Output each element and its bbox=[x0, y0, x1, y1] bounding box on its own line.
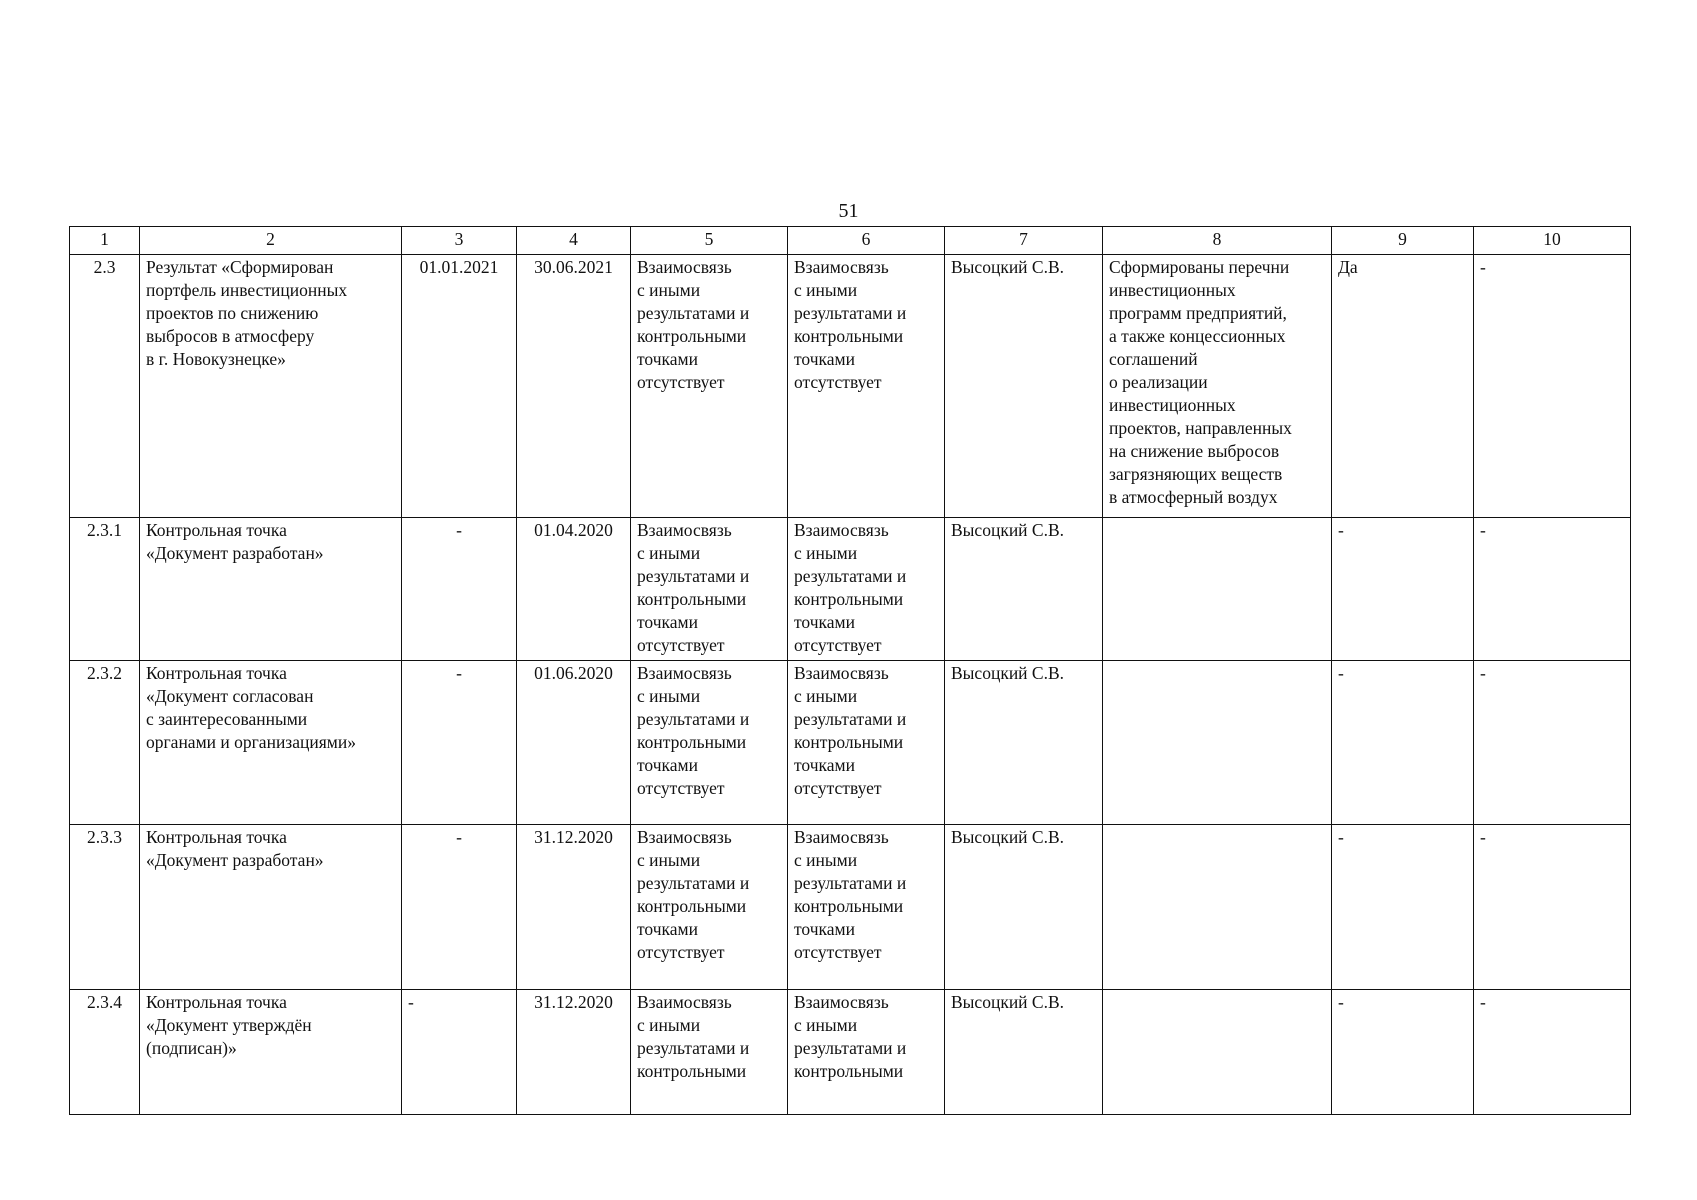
page-number: 51 bbox=[838, 200, 859, 222]
link-prev-cell: Взаимосвязь с иными результатами и контрольными точками отсутствует bbox=[631, 825, 788, 990]
link-next-cell: Взаимосвязь с иными результатами и контрольными bbox=[788, 990, 945, 1115]
responsible-cell: Высоцкий С.В. bbox=[945, 518, 1103, 661]
responsible-cell: Высоцкий С.В. bbox=[945, 255, 1103, 518]
col10-cell: - bbox=[1474, 661, 1631, 825]
table-row bbox=[70, 255, 1631, 518]
table-row bbox=[70, 825, 1631, 990]
row-name-cell: Результат «Сформирован портфель инвестиционных проектов по снижению выбросов в атмосферу в г. Новокузнецке» bbox=[140, 255, 402, 518]
end-date-cell: 31.12.2020 bbox=[517, 825, 631, 990]
row-number-cell: 2.3.2 bbox=[70, 661, 140, 825]
responsible-cell: Высоцкий С.В. bbox=[945, 661, 1103, 825]
column-header: 5 bbox=[631, 227, 788, 255]
responsible-cell: Высоцкий С.В. bbox=[945, 990, 1103, 1115]
link-next-cell: Взаимосвязь с иными результатами и контрольными точками отсутствует bbox=[788, 518, 945, 661]
col9-cell: - bbox=[1332, 990, 1474, 1115]
result-type-cell bbox=[1103, 661, 1332, 825]
row-name-cell: Контрольная точка «Документ утверждён (подписан)» bbox=[140, 990, 402, 1115]
result-type-cell: Сформированы перечни инвестиционных программ предприятий, а также концессионных соглашений о реализации инвестиционных проектов, направленных на снижение выбросов загрязняющих веществ в атмосферный воздух bbox=[1103, 255, 1332, 518]
result-type-cell bbox=[1103, 990, 1332, 1115]
col10-cell: - bbox=[1474, 825, 1631, 990]
col9-cell: - bbox=[1332, 518, 1474, 661]
end-date-cell: 01.06.2020 bbox=[517, 661, 631, 825]
project-plan-table bbox=[69, 226, 1631, 1115]
start-date-cell: - bbox=[402, 518, 517, 661]
col10-cell: - bbox=[1474, 990, 1631, 1115]
end-date-cell: 01.04.2020 bbox=[517, 518, 631, 661]
start-date-cell: 01.01.2021 bbox=[402, 255, 517, 518]
result-type-cell bbox=[1103, 825, 1332, 990]
column-header: 4 bbox=[517, 227, 631, 255]
table-row bbox=[70, 990, 1631, 1115]
table-header-row bbox=[70, 227, 1631, 255]
col10-cell: - bbox=[1474, 518, 1631, 661]
column-header: 6 bbox=[788, 227, 945, 255]
table-row bbox=[70, 518, 1631, 661]
link-next-cell: Взаимосвязь с иными результатами и контрольными точками отсутствует bbox=[788, 255, 945, 518]
start-date-cell: - bbox=[402, 825, 517, 990]
column-header: 10 bbox=[1474, 227, 1631, 255]
end-date-cell: 31.12.2020 bbox=[517, 990, 631, 1115]
col10-cell: - bbox=[1474, 255, 1631, 518]
row-name-cell: Контрольная точка «Документ разработан» bbox=[140, 825, 402, 990]
result-type-cell bbox=[1103, 518, 1332, 661]
row-number-cell: 2.3.4 bbox=[70, 990, 140, 1115]
link-next-cell: Взаимосвязь с иными результатами и контрольными точками отсутствует bbox=[788, 825, 945, 990]
start-date-cell: - bbox=[402, 661, 517, 825]
row-name-cell: Контрольная точка «Документ разработан» bbox=[140, 518, 402, 661]
column-header: 1 bbox=[70, 227, 140, 255]
column-header: 3 bbox=[402, 227, 517, 255]
column-header: 2 bbox=[140, 227, 402, 255]
link-next-cell: Взаимосвязь с иными результатами и контрольными точками отсутствует bbox=[788, 661, 945, 825]
col9-cell: - bbox=[1332, 661, 1474, 825]
responsible-cell: Высоцкий С.В. bbox=[945, 825, 1103, 990]
column-header: 9 bbox=[1332, 227, 1474, 255]
start-date-cell: - bbox=[402, 990, 517, 1115]
link-prev-cell: Взаимосвязь с иными результатами и контрольными точками отсутствует bbox=[631, 518, 788, 661]
row-name-cell: Контрольная точка «Документ согласован с заинтересованными органами и организациями» bbox=[140, 661, 402, 825]
table-row bbox=[70, 661, 1631, 825]
link-prev-cell: Взаимосвязь с иными результатами и контрольными точками отсутствует bbox=[631, 255, 788, 518]
row-number-cell: 2.3 bbox=[70, 255, 140, 518]
row-number-cell: 2.3.3 bbox=[70, 825, 140, 990]
col9-cell: - bbox=[1332, 825, 1474, 990]
row-number-cell: 2.3.1 bbox=[70, 518, 140, 661]
end-date-cell: 30.06.2021 bbox=[517, 255, 631, 518]
col9-cell: Да bbox=[1332, 255, 1474, 518]
link-prev-cell: Взаимосвязь с иными результатами и контрольными точками отсутствует bbox=[631, 661, 788, 825]
column-header: 8 bbox=[1103, 227, 1332, 255]
link-prev-cell: Взаимосвязь с иными результатами и контрольными bbox=[631, 990, 788, 1115]
column-header: 7 bbox=[945, 227, 1103, 255]
